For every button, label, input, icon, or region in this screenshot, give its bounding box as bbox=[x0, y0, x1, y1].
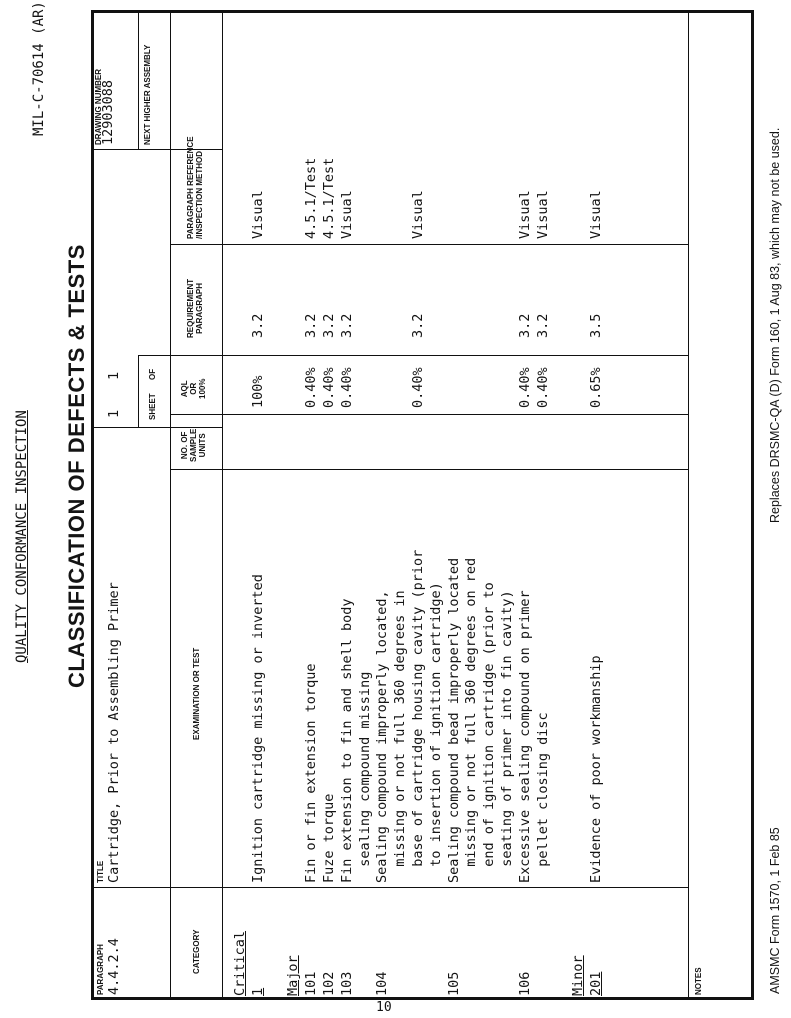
aql-cell: 0.40% bbox=[303, 367, 320, 408]
requirement-cell bbox=[570, 314, 588, 338]
form-heading: CLASSIFICATION OF DEFECTS & TESTS bbox=[64, 244, 89, 688]
exam-line bbox=[268, 550, 286, 883]
category-cell bbox=[428, 931, 446, 996]
aql-cell bbox=[374, 367, 392, 408]
next-assembly-divider bbox=[138, 10, 139, 150]
category-divider bbox=[91, 887, 688, 888]
reference-cell bbox=[374, 158, 392, 239]
exam-line: Sealing compound bead improperly located bbox=[445, 557, 462, 883]
requirement-cell bbox=[268, 314, 286, 338]
requirement-cell: 3.2 bbox=[320, 313, 337, 338]
reference-cell: Visual bbox=[516, 190, 533, 239]
reference-cell bbox=[268, 158, 286, 239]
requirement-cell bbox=[428, 314, 446, 338]
sample-aql-divider bbox=[170, 414, 688, 415]
reference-header: PARAGRAPH REFERENCE /INSPECTION METHOD bbox=[186, 136, 204, 239]
requirement-cell: 3.2 bbox=[303, 313, 320, 338]
exam-line bbox=[232, 550, 250, 883]
of-label: OF bbox=[148, 368, 157, 380]
reference-cell bbox=[446, 158, 464, 239]
reference-cell bbox=[552, 158, 570, 239]
exam-line: Fin or fin extension torque bbox=[303, 663, 320, 883]
category-column bbox=[232, 931, 606, 996]
exam-column bbox=[232, 550, 606, 883]
aql-cell: 0.40% bbox=[320, 367, 337, 408]
aql-requirement-divider bbox=[138, 355, 688, 356]
requirement-cell bbox=[446, 314, 464, 338]
requirement-cell: 3.5 bbox=[587, 313, 604, 338]
requirement-cell bbox=[481, 314, 499, 338]
reference-cell: Visual bbox=[409, 190, 426, 239]
requirement-cell bbox=[392, 314, 410, 338]
aql-cell bbox=[552, 367, 570, 408]
aql-cell bbox=[285, 367, 303, 408]
requirement-header: REQUIREMENT PARAGRAPH bbox=[186, 278, 204, 338]
aql-cell bbox=[357, 367, 375, 408]
aql-cell bbox=[268, 367, 286, 408]
reference-cell bbox=[463, 158, 481, 239]
reference-cell: Visual bbox=[338, 190, 355, 239]
category-cell bbox=[481, 931, 499, 996]
exam-line bbox=[570, 550, 588, 883]
reference-cell bbox=[285, 158, 303, 239]
paragraph-label: PARAGRAPH bbox=[96, 944, 105, 995]
category-cell: 201 bbox=[587, 971, 604, 996]
aql-cell: 0.65% bbox=[587, 367, 604, 408]
category-cell bbox=[392, 931, 410, 996]
exam-line: Excessive sealing compound on primer bbox=[516, 590, 533, 883]
category-cell: 106 bbox=[516, 971, 533, 996]
category-cell: 105 bbox=[445, 971, 462, 996]
category-cell: 1 bbox=[249, 987, 266, 996]
reference-cell: 4.5.1/Test bbox=[320, 157, 337, 239]
aql-cell bbox=[428, 367, 446, 408]
exam-line: missing or not full 360 degrees on red bbox=[463, 557, 480, 883]
aql-cell bbox=[446, 367, 464, 408]
exam-sample-divider bbox=[170, 469, 688, 470]
aql-cell: 0.40% bbox=[516, 367, 533, 408]
category-cell bbox=[535, 931, 553, 996]
requirement-cell bbox=[463, 314, 481, 338]
requirement-cell bbox=[357, 314, 375, 338]
category-cell bbox=[463, 931, 481, 996]
requirement-cell: 3.2 bbox=[516, 313, 533, 338]
aql-cell bbox=[481, 367, 499, 408]
exam-line: base of cartridge housing cavity (prior bbox=[409, 549, 426, 883]
page-title: QUALITY CONFORMANCE INSPECTION bbox=[14, 410, 30, 663]
exam-line: to insertion of ignition cartridge) bbox=[427, 582, 444, 883]
category-cell: 102 bbox=[320, 971, 337, 996]
reference-column bbox=[232, 158, 606, 239]
requirement-cell bbox=[499, 314, 517, 338]
exam-line: sealing compound missing bbox=[356, 671, 373, 883]
reference-cell bbox=[428, 158, 446, 239]
header-row-divider bbox=[170, 10, 171, 1000]
paragraph-value: 4.4.2.4 bbox=[106, 938, 122, 995]
aql-cell: 0.40% bbox=[338, 367, 355, 408]
aql-cell bbox=[570, 367, 588, 408]
requirement-column bbox=[232, 314, 606, 338]
category-cell: 104 bbox=[374, 971, 391, 996]
category-cell bbox=[268, 931, 286, 996]
exam-header: EXAMINATION OR TEST bbox=[192, 647, 201, 740]
reference-cell: Visual bbox=[587, 190, 604, 239]
reference-cell bbox=[392, 158, 410, 239]
category-cell bbox=[552, 931, 570, 996]
title-label: TITLE bbox=[96, 860, 105, 883]
requirement-cell: 3.2 bbox=[409, 313, 426, 338]
exam-line bbox=[285, 550, 303, 883]
exam-line: seating of primer into fin cavity) bbox=[498, 590, 515, 883]
exam-line: pellet closing disc bbox=[534, 712, 551, 883]
aql-cell bbox=[463, 367, 481, 408]
drawing-number-label: DRAWING NUMBER bbox=[94, 69, 103, 145]
reference-cell bbox=[232, 158, 250, 239]
requirement-cell bbox=[374, 314, 392, 338]
category-cell: Minor bbox=[570, 955, 587, 996]
page-number: 10 bbox=[376, 1000, 392, 1015]
reference-cell: 4.5.1/Test bbox=[303, 157, 320, 239]
category-cell: Major bbox=[285, 955, 302, 996]
notes-label: NOTES bbox=[694, 967, 703, 995]
reference-cell bbox=[570, 158, 588, 239]
column-header-divider bbox=[222, 10, 223, 1000]
aql-cell: 100% bbox=[249, 375, 266, 408]
sheet-of-label-divider bbox=[138, 356, 139, 428]
reference-cell bbox=[357, 158, 375, 239]
exam-line: Fuze torque bbox=[320, 793, 337, 883]
sample-units-header: NO. OF SAMPLE UNITS bbox=[180, 428, 207, 462]
category-header: CATEGORY bbox=[192, 929, 201, 974]
of-value: 1 bbox=[106, 371, 122, 380]
aql-cell bbox=[392, 367, 410, 408]
requirement-reference-divider bbox=[170, 244, 688, 245]
requirement-cell bbox=[552, 314, 570, 338]
exam-line: Evidence of poor workmanship bbox=[587, 655, 604, 883]
exam-line: Fin extension to fin and shell body bbox=[338, 598, 355, 883]
exam-line bbox=[552, 550, 570, 883]
sheet-value: 1 bbox=[106, 409, 122, 418]
document-number: MIL-C-70614 (AR) bbox=[31, 1, 47, 136]
sheet-label: SHEET bbox=[148, 393, 157, 420]
category-cell bbox=[410, 931, 428, 996]
category-cell bbox=[357, 931, 375, 996]
aql-cell: 0.40% bbox=[409, 367, 426, 408]
exam-line: end of ignition cartridge (prior to bbox=[481, 582, 498, 883]
exam-line: missing or not full 360 degrees in bbox=[392, 590, 409, 883]
requirement-cell: 3.2 bbox=[534, 313, 551, 338]
requirement-cell: 3.2 bbox=[249, 313, 266, 338]
reference-cell bbox=[499, 158, 517, 239]
category-cell: 101 bbox=[303, 971, 320, 996]
requirement-cell: 3.2 bbox=[338, 313, 355, 338]
category-cell: 103 bbox=[338, 971, 355, 996]
category-cell bbox=[499, 931, 517, 996]
category-cell: Critical bbox=[232, 930, 248, 996]
reference-cell: Visual bbox=[249, 190, 266, 239]
exam-line: Ignition cartridge missing or inverted bbox=[249, 574, 266, 883]
aql-column bbox=[232, 367, 606, 408]
reference-cell bbox=[481, 158, 499, 239]
aql-cell bbox=[232, 367, 250, 408]
footer-replaces-note: Replaces DRSMC-QA (D) Form 160, 1 Aug 83, which may not be used. bbox=[768, 127, 782, 523]
requirement-cell bbox=[232, 314, 250, 338]
title-value: Cartridge, Prior to Assembling Primer bbox=[106, 582, 122, 883]
exam-line: Sealing compound improperly located, bbox=[374, 590, 391, 883]
next-assembly-label: NEXT HIGHER ASSEMBLY bbox=[143, 44, 152, 145]
aql-cell bbox=[499, 367, 517, 408]
footer-form-id: AMSMC Form 1570, 1 Feb 85 bbox=[768, 827, 782, 994]
reference-cell: Visual bbox=[534, 190, 551, 239]
requirement-cell bbox=[285, 314, 303, 338]
notes-divider bbox=[688, 10, 689, 1000]
drawing-number-value: 12903088 bbox=[100, 79, 116, 145]
aql-cell: 0.40% bbox=[534, 367, 551, 408]
aql-header: AQL OR 100% bbox=[180, 378, 207, 399]
